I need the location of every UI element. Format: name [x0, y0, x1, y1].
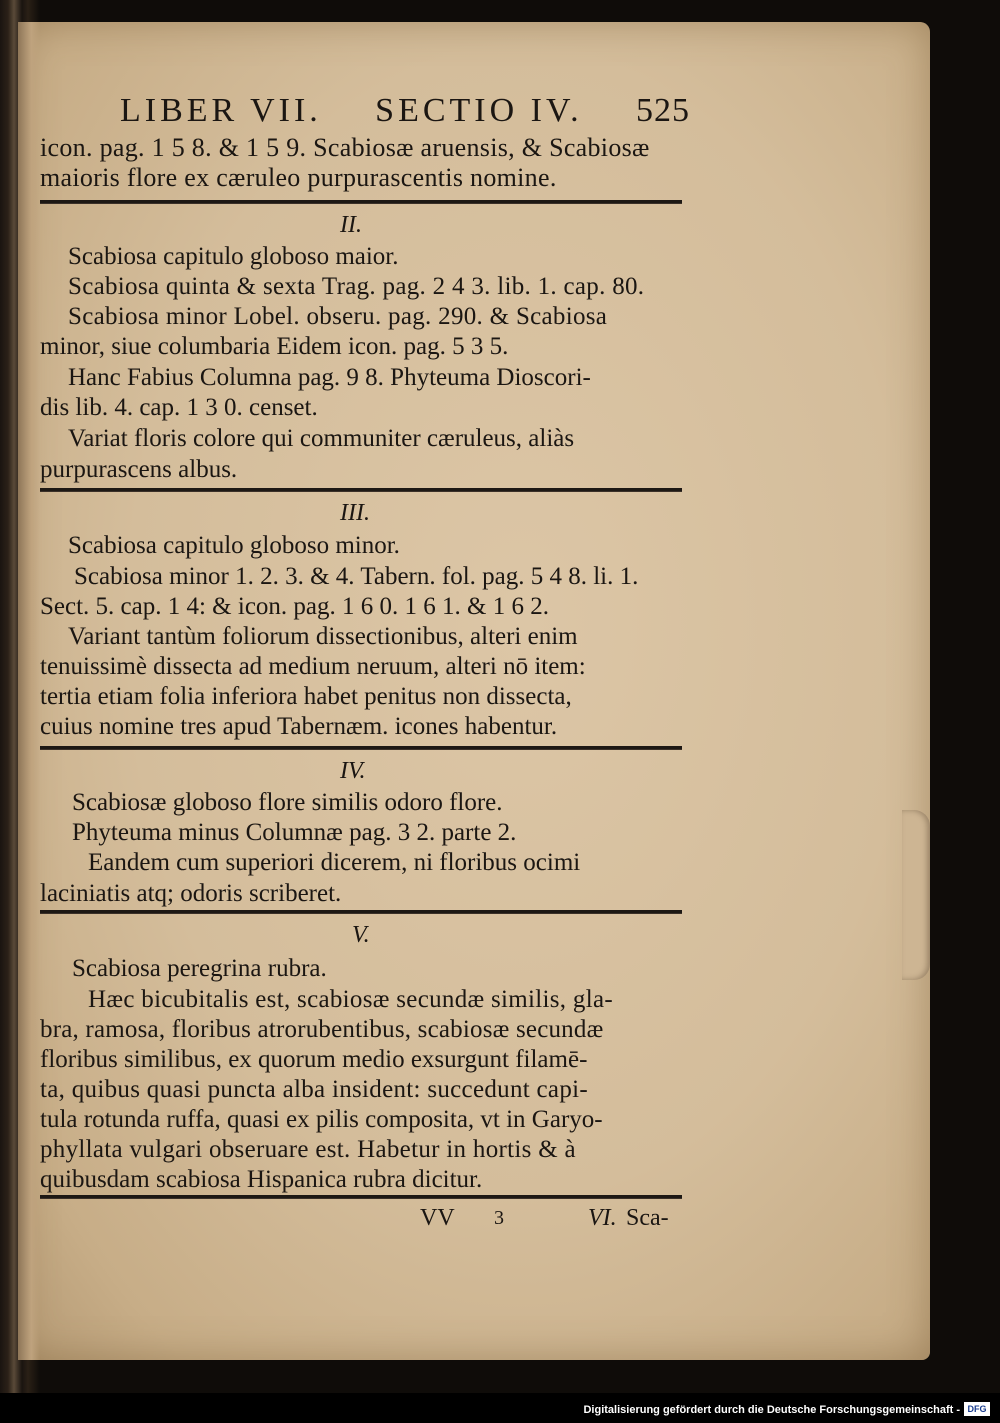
running-head [120, 92, 690, 136]
text-line: icon. pag. 1 5 8. & 1 5 9. Scabiosæ aruensis, & Scabiosæ [40, 133, 650, 162]
section-divider [40, 910, 682, 914]
text-line: Scabiosa capitulo globoso maior. [68, 243, 399, 270]
text-line: dis lib. 4. cap. 1 3 0. censet. [40, 394, 318, 421]
section-number: II. [340, 212, 362, 238]
section-number: IV. [340, 758, 366, 784]
text-line: laciniatis atq; odoris scriberet. [40, 880, 342, 907]
text-line: Eandem cum superiori dicerem, ni floribus ocimi [88, 849, 581, 876]
credit-text: Digitalisierung gefördert durch die Deutsche Forschungsgemeinschaft - [583, 1404, 960, 1416]
page-edge [18, 22, 40, 1360]
text-line: Scabiosa capitulo globoso minor. [68, 532, 400, 559]
text-line: Scabiosa peregrina rubra. [72, 955, 327, 982]
text-line: Scabiosa minor Lobel. obseru. pag. 290. & Scabiosa [68, 303, 608, 330]
text-line: maioris flore ex cæruleo purpurascentis nomine. [40, 163, 557, 192]
text-line: tula rotunda ruffa, quasi ex pilis composita, vt in Garyo- [40, 1106, 603, 1133]
catchword: Sca- [626, 1205, 669, 1231]
text-line: floribus similibus, ex quorum medio exsurgunt filamē- [40, 1046, 588, 1073]
text-line: minor, siue columbaria Eidem icon. pag. 5 3 5. [40, 333, 509, 360]
section-divider [40, 488, 682, 492]
bottom-divider [40, 1195, 682, 1199]
text-line: Phyteuma minus Columnæ pag. 3 2. parte 2. [72, 819, 517, 846]
text-line: quibusdam scabiosa Hispanica rubra dicitur. [40, 1166, 483, 1193]
signature-mark: VV [420, 1205, 455, 1231]
text-line: Variat floris colore qui communiter cæruleus, aliàs [68, 425, 575, 452]
text-line: ta, quibus quasi puncta alba insident: succedunt capi- [40, 1076, 588, 1103]
page-number: 525 [636, 92, 690, 129]
text-line: tenuissimè dissecta ad medium neruum, alteri nō item: [40, 653, 586, 680]
running-title-right: SECTIO IV. [375, 92, 583, 129]
section-divider [40, 200, 682, 204]
running-title-left: LIBER VII. [120, 92, 322, 129]
text-line: Variant tantùm foliorum dissectionibus, alteri enim [68, 623, 578, 650]
section-divider [40, 746, 682, 750]
text-line: bra, ramosa, floribus atrorubentibus, scabiosæ secundæ [40, 1016, 604, 1043]
catchword-numeral: VI. [588, 1205, 617, 1231]
page-tab-notch [902, 810, 930, 980]
text-line: Hæc bicubitalis est, scabiosæ secundæ similis, gla- [88, 986, 613, 1013]
text-line: tertia etiam folia inferiora habet penitus non dissecta, [40, 683, 572, 710]
text-line: purpurascens albus. [40, 456, 238, 483]
section-number: V. [352, 922, 370, 948]
text-line: cuius nomine tres apud Tabernæm. icones habentur. [40, 713, 558, 740]
dfg-logo: DFG [964, 1402, 990, 1416]
text-line: Scabiosæ globoso flore similis odoro flore. [72, 789, 503, 816]
text-line: Hanc Fabius Columna pag. 9 8. Phyteuma Dioscori- [68, 364, 591, 391]
text-line: Scabiosa quinta & sexta Trag. pag. 2 4 3. lib. 1. cap. 80. [68, 273, 645, 300]
section-number: III. [340, 500, 370, 526]
text-line: Sect. 5. cap. 1 4: & icon. pag. 1 6 0. 1 6 1. & 1 6 2. [40, 593, 549, 620]
text-line: Scabiosa minor 1. 2. 3. & 4. Tabern. fol. pag. 5 4 8. li. 1. [74, 563, 639, 590]
text-line: phyllata vulgari obseruare est. Habetur in hortis & à [40, 1136, 576, 1163]
signature-number: 3 [494, 1207, 504, 1229]
